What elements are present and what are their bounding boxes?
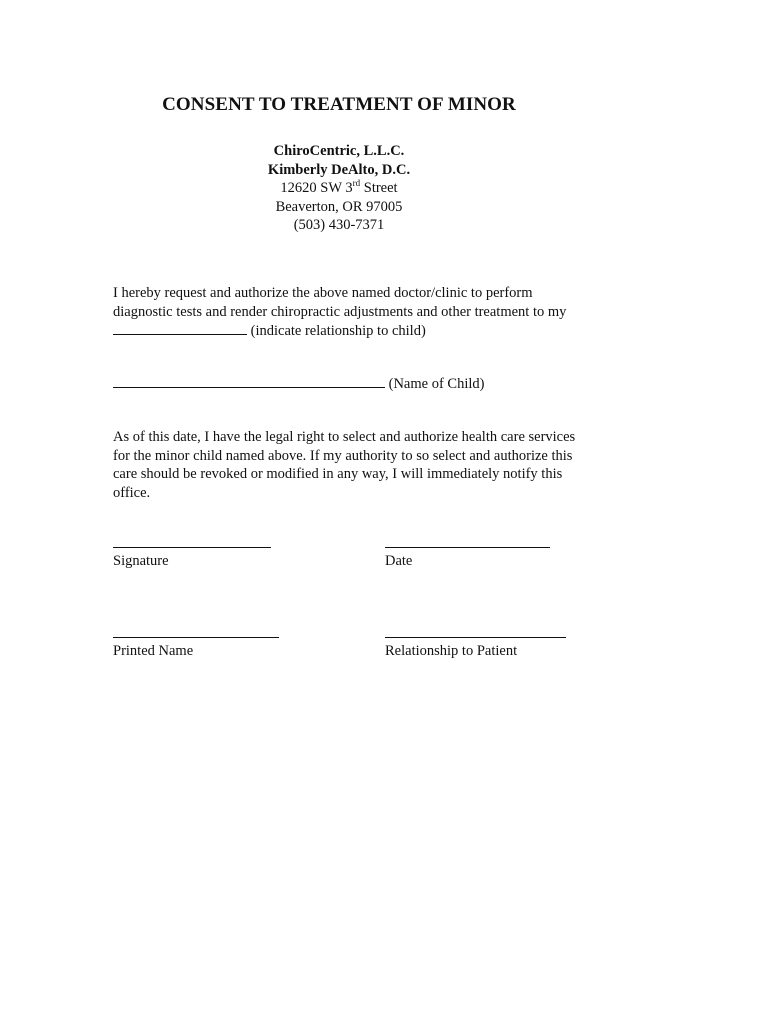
authorization-paragraph [113, 284, 583, 341]
signature-line[interactable] [113, 547, 271, 548]
date-line[interactable] [385, 547, 550, 548]
relationship-hint: (indicate relationship to child) [247, 323, 426, 339]
clinic-city: Beaverton, OR 97005 [275, 198, 403, 215]
clinic-name: ChiroCentric, L.L.C. [273, 143, 405, 159]
authorization-text: I hereby request and authorize the above named doctor/clinic to perform diagnostic tests and render chiropractic adjustments and other treatment to my [113, 285, 567, 320]
child-name-label: (Name of Child) [385, 376, 485, 392]
address-ordinal: rd [352, 178, 361, 188]
address-number: 12620 SW 3 [280, 180, 353, 196]
printed-name-label: Printed Name [113, 643, 194, 659]
doctor-name: Kimberly DeAlto, D.C. [267, 161, 411, 178]
relationship-label: Relationship to Patient [385, 643, 518, 659]
legal-statement: As of this date, I have the legal right to select and authorize health care services for the minor child named above. If my authority to so select and authorize this care should be revoked or modified in any way, I will immediately notify this office. [113, 429, 576, 501]
clinic-info [0, 142, 678, 235]
form-title: CONSENT TO TREATMENT OF MINOR [162, 94, 516, 115]
printed-name-line[interactable] [113, 637, 279, 638]
address-street: Street [360, 180, 398, 196]
signature-label: Signature [113, 553, 169, 569]
relationship-blank[interactable] [113, 321, 247, 335]
relationship-line[interactable] [385, 637, 566, 638]
child-name-blank[interactable] [113, 374, 385, 388]
child-name-row [113, 374, 484, 394]
clinic-address [0, 179, 678, 198]
date-label: Date [385, 553, 413, 569]
clinic-phone: (503) 430-7371 [293, 217, 385, 233]
